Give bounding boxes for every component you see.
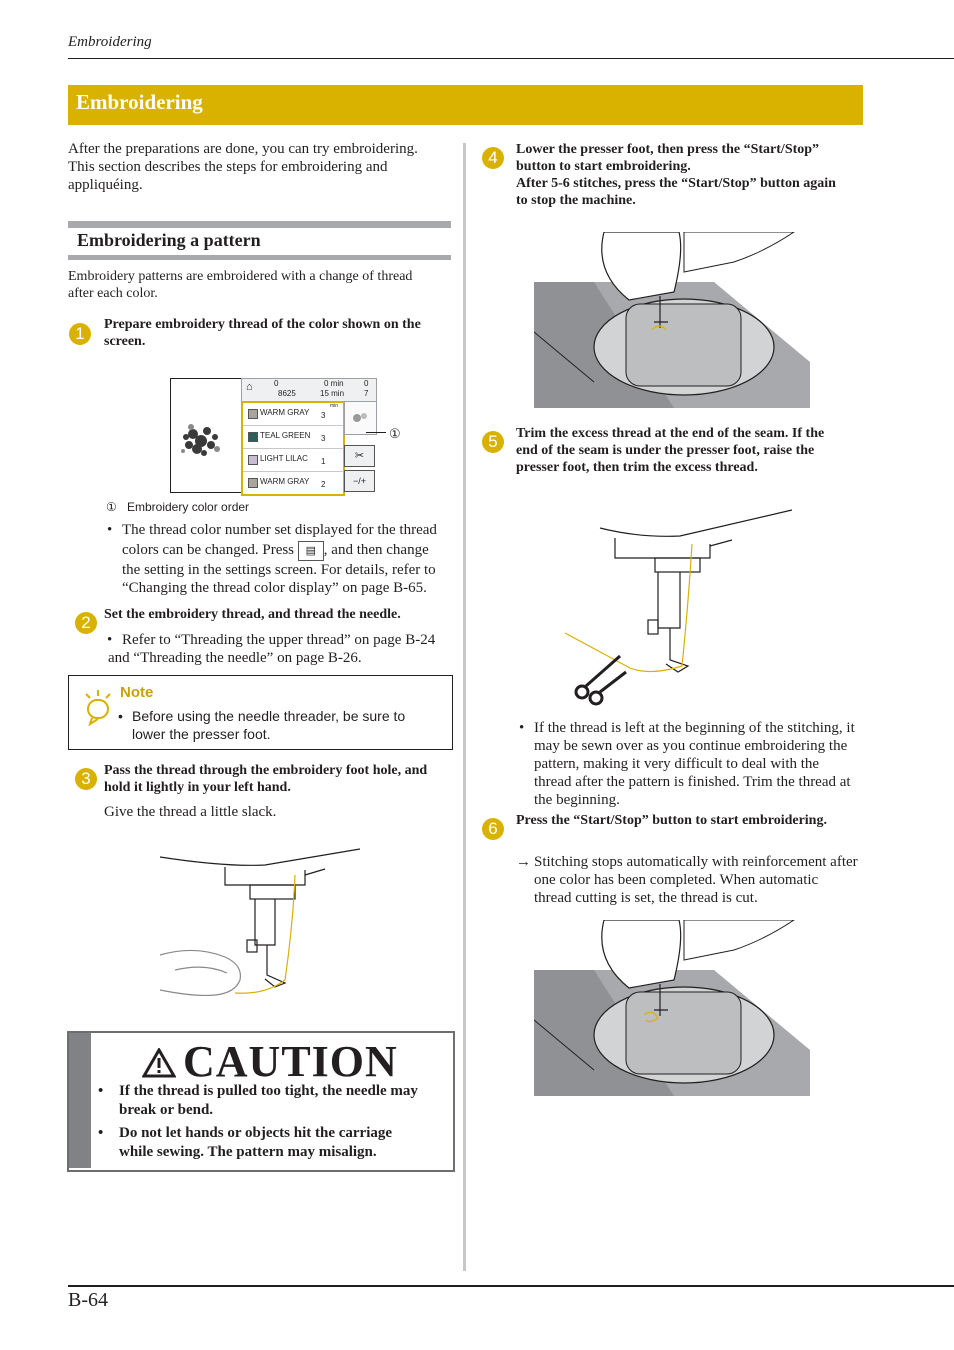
figure-note-marker: ① [106,500,117,514]
tension-button[interactable] [344,470,375,492]
bullet-line: thread after the pattern is finished. Trim the thread at [534,774,851,790]
screen-status-bar [241,378,377,402]
step-line: to stop the machine. [516,193,636,208]
thread-count: 3 [321,434,326,443]
caution-line: break or bend. [119,1102,214,1118]
color-index: 0 [364,379,369,388]
result-line: one color has been completed. When automatic [534,872,819,888]
bullet-line: “Changing the thread color display” on page B-65. [122,580,427,596]
step-line: screen. [104,334,146,349]
step-3-badge: 3 [75,768,97,790]
step-5-text [516,425,866,476]
step-line: hold it lightly in your left hand. [104,780,291,795]
thread-swatch [248,478,258,488]
caution-line: while sewing. The pattern may misalign. [119,1144,377,1160]
result-line: thread cutting is set, the thread is cut. [534,890,758,906]
bullet-line: may be sewn over as you continue embroidering the [534,738,848,754]
bullet-line: pattern, making it very difficult to deal with the [534,756,820,772]
subsection-title: Embroidering a pattern [77,230,261,250]
caution-item [98,1124,448,1162]
thread-hold-illustration [155,845,365,1015]
step-line: Trim the excess thread at the end of the seam. If the [516,426,825,441]
thread-count: 3 [321,411,326,420]
bullet-line: • The thread color number set displayed for the thread [122,521,454,539]
warning-triangle-icon [142,1048,176,1078]
stitch-count: 8625 [278,389,296,398]
bullet-dot: • [98,1083,104,1099]
tension-icon: −/+ [352,476,366,486]
step-2-text: Set the embroidery thread, and thread the needle. [104,607,401,622]
intro-line: appliquéing. [68,177,143,193]
caution-item [98,1082,448,1120]
thread-count: 2 [321,480,326,489]
column-divider [463,143,466,1271]
note-text [118,707,438,743]
step-1-badge: 1 [69,323,91,345]
presser-foot-lowered-illustration [534,232,810,408]
note-line [118,707,438,725]
thread-name: WARM GRAY [260,477,310,486]
bullet-line: • If the thread is left at the beginning of the stitching, it [534,719,864,737]
step-6-result [534,853,864,907]
description-line: Embroidery patterns are embroidered with a change of thread [68,269,413,284]
note-line: lower the presser foot. [132,726,271,742]
step-4-badge: 4 [482,147,504,169]
color-row[interactable] [243,449,343,472]
step-4-text [516,141,866,209]
callout-marker: ① [389,426,401,441]
current-color-thumbnail [344,401,377,435]
color-row[interactable] [243,472,343,494]
step-1-text [104,316,454,350]
result-line: Stitching stops automatically with reinforcement after [534,854,858,870]
subsection-bar-top [68,221,451,228]
caution-line: If the thread is pulled too tight, the needle may [119,1083,418,1099]
step-line: presser foot, then trim the excess thread. [516,460,758,475]
step-1-bullet [122,521,454,597]
bullet-line-with-icon [122,539,454,561]
bullet-line: the beginning. [534,792,620,808]
step-6-text: Press the “Start/Stop” button to start embroidering. [516,813,827,828]
time-total: 15 min [320,389,345,398]
bullet-dot: • [118,708,123,724]
footer-rule [68,1285,954,1287]
bullet-line: and “Threading the needle” on page B-26. [108,650,362,666]
result-arrow: → [516,854,531,870]
bullet-line: • Refer to “Threading the upper thread” on page B-24 [122,631,454,649]
bullet-text: , and then change [323,542,429,558]
color-total: 7 [364,389,369,398]
color-row[interactable] [243,403,343,426]
start-embroidering-illustration [534,920,810,1096]
thread-name: WARM GRAY [260,408,310,417]
step-line: button to start embroidering. [516,159,691,174]
thread-name: TEAL GREEN [260,431,311,440]
bullet-text: colors can be changed. Press [122,542,295,558]
presser-foot-icon: ⌂ [246,381,253,393]
section-title: Embroidering [76,90,203,114]
color-row[interactable] [243,426,343,449]
step-line: After 5-6 stitches, press the “Start/Stop” button again [516,176,836,191]
thread-cut-button[interactable] [344,445,375,467]
thumbnail-image [345,402,376,434]
step-5-badge: 5 [482,431,504,453]
scissors-icon: ✂ [354,450,365,462]
scissors-icon [576,656,626,704]
header-rule [68,58,954,59]
pattern-preview [170,378,242,493]
step-3-detail: Give the thread a little slack. [104,804,277,820]
minutes-label: min [330,403,339,409]
bullet-dot: • [98,1125,104,1141]
step-line: Prepare embroidery thread of the color shown on the [104,317,421,332]
thread-swatch [248,432,258,442]
settings-key-icon: ▤ [298,541,324,561]
caution-title: CAUTION [183,1037,398,1086]
intro-line: This section describes the steps for embroidering and [68,159,388,175]
note-title: Note [120,684,154,701]
caution-line: Do not let hands or objects hit the carriage [119,1125,393,1141]
step-6-badge: 6 [482,818,504,840]
note-line-text: Before using the needle threader, be sure to [132,708,406,724]
thread-name: LIGHT LILAC [260,454,308,463]
lightbulb-icon [82,690,114,726]
color-order-list [241,401,345,496]
thread-swatch [248,409,258,419]
time-elapsed: 0 min [324,379,344,388]
step-3-text [104,762,454,796]
page-number: B-64 [68,1289,108,1311]
figure-note-text: Embroidery color order [127,500,250,514]
intro-text [68,140,453,194]
thread-count: 1 [321,457,326,466]
bullet-line: the setting in the settings screen. For details, refer to [122,562,436,578]
subsection-description [68,268,453,302]
step-line: Pass the thread through the embroidery foot hole, and [104,763,428,778]
step-line: Lower the presser foot, then press the “Start/Stop” [516,142,820,157]
trim-thread-illustration [560,508,800,708]
intro-line: After the preparations are done, you can try embroidering. [68,141,418,157]
pattern-preview-image [171,379,241,492]
step-line: end of the seam is under the presser foot, raise the [516,443,815,458]
status-top-number: 0 [274,379,279,388]
running-head: Embroidering [68,34,152,50]
step-5-bullet [534,719,864,809]
thread-swatch [248,455,258,465]
subsection-bar-bottom [68,255,451,260]
callout-line [366,432,386,433]
caution-list [98,1082,448,1162]
caution-side-bar [69,1033,91,1168]
description-line: after each color. [68,286,158,301]
step-2-badge: 2 [75,612,97,634]
step-2-bullet [108,631,454,667]
